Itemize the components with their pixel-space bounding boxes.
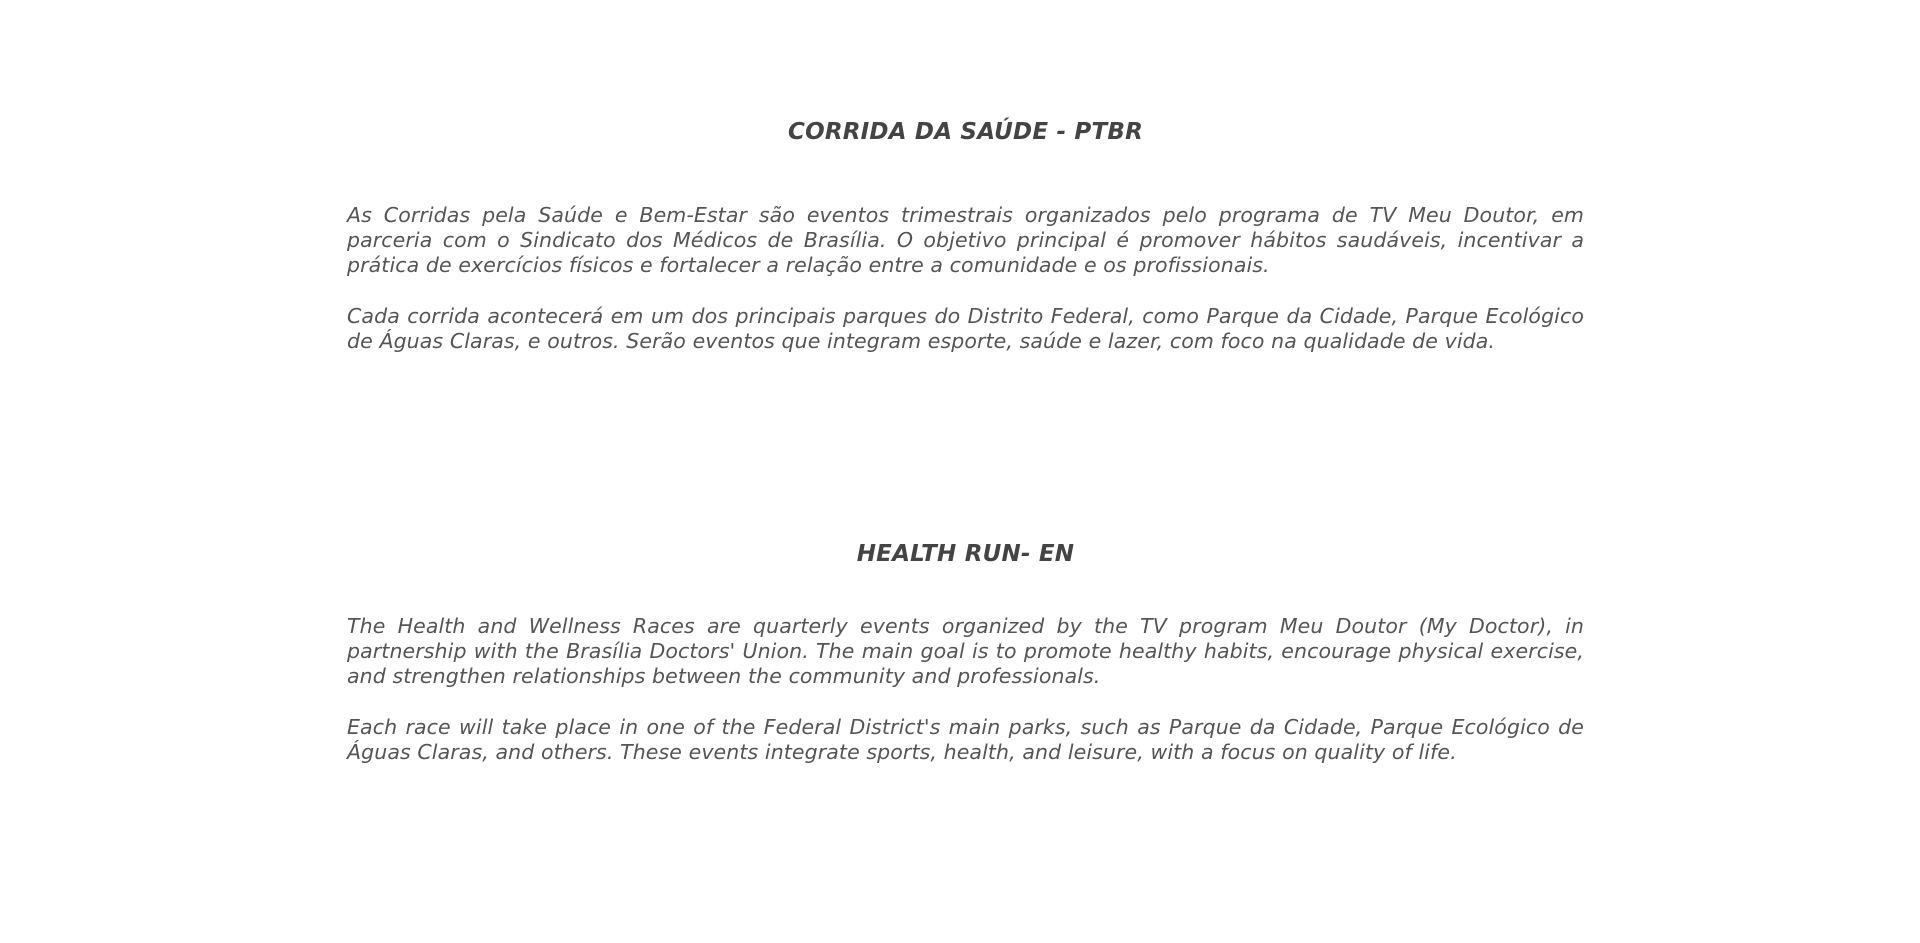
section-portuguese	[347, 118, 1584, 354]
paragraph-en-2: Each race will take place in one of the Federal District's main parks, such as Parque da Cidade, Parque Ecológico de Águas Claras, and others. These events integrate sports, health, and leisure, with a focus on quality of life.	[347, 715, 1584, 764]
section-english	[347, 540, 1584, 765]
paragraph-en-1: The Health and Wellness Races are quarterly events organized by the TV program Meu Doutor (My Doctor), in partnership with the Brasília Doctors' Union. The main goal is to promote healthy habits, encourage physical exercise, and strengthen relationships between the community and professionals.	[347, 614, 1584, 688]
paragraph-pt-2: Cada corrida acontecerá em um dos principais parques do Distrito Federal, como Parque da Cidade, Parque Ecológico de Águas Claras, e outros. Serão eventos que integram esporte, saúde e lazer, com foco na qualidade de vida.	[347, 304, 1584, 353]
paragraph-pt-1: As Corridas pela Saúde e Bem-Estar são eventos trimestrais organizados pelo programa de TV Meu Doutor, em parceria com o Sindicato dos Médicos de Brasília. O objetivo principal é promover hábitos saudáveis, incentivar a prática de exercícios físicos e fortalecer a relação entre a comunidade e os profissionais.	[347, 203, 1584, 277]
section-title-pt: CORRIDA DA SAÚDE - PTBR	[788, 119, 1143, 145]
section-title-en: HEALTH RUN- EN	[856, 541, 1075, 567]
